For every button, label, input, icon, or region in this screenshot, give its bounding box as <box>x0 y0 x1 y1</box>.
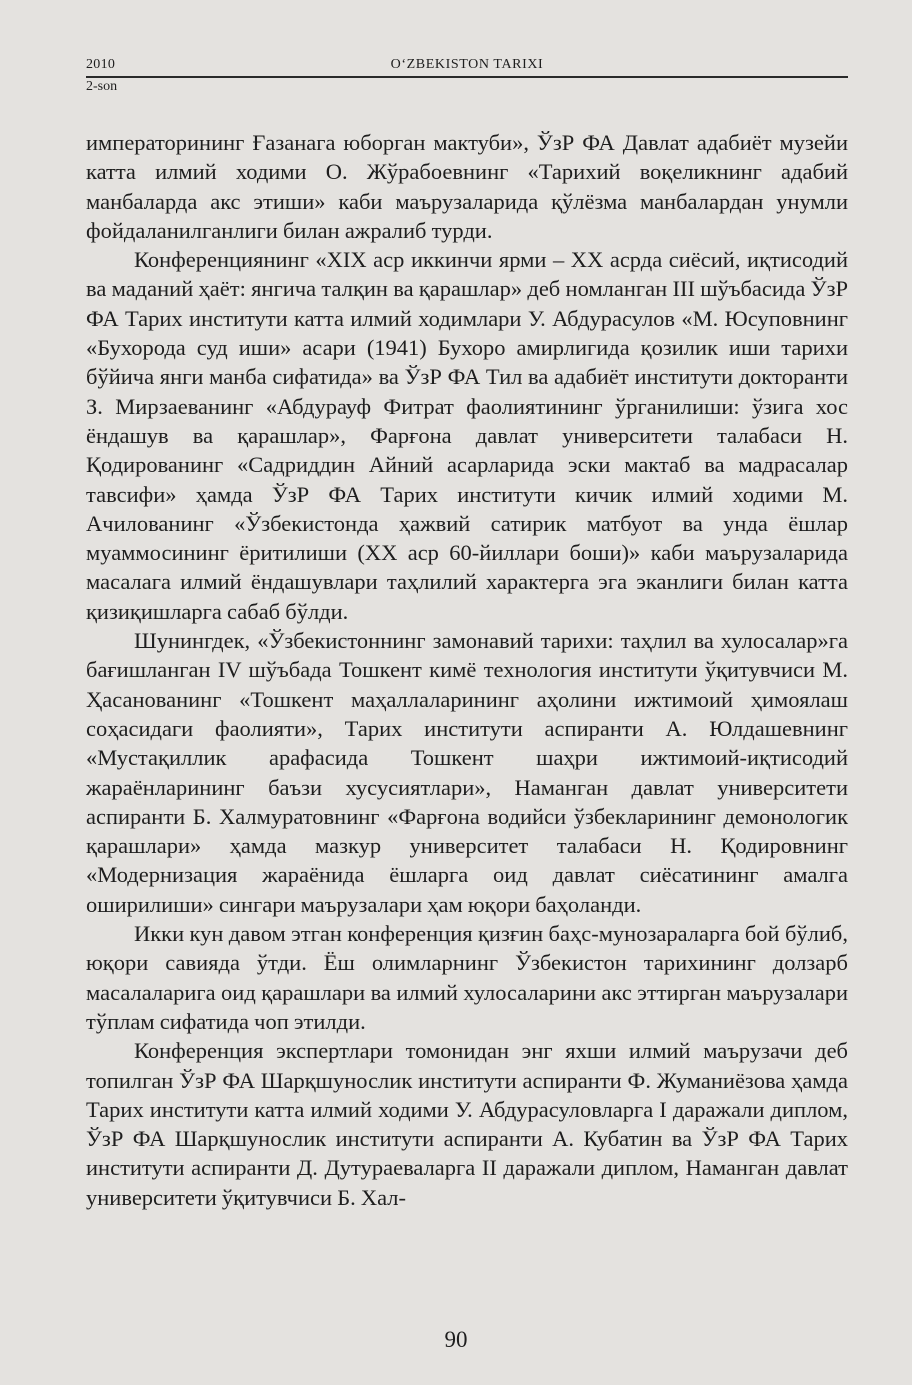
paragraph: Конференциянинг «XIX аср иккинчи ярми – XX асрда сиёсий, иқтисодий ва маданий ҳаёт: янгича талқин ва қарашлар» деб номланган III шўъбасида ЎзР ФА Тарих институти катта илмий ходимлари У. Абдурасулов «М. Юсуповнинг «Бухорода суд иши» асари (1941) Бухоро амирлигида қозилик иши тарихи бўйича янги манба сифатида» ва ЎзР ФА Тил ва адабиёт институти докторанти З. Мирзаеванинг «Абдурауф Фитрат фаолиятининг ўрганилиши: ўзига хос ёндашув ва қарашлар», Фарғона давлат университети талабаси Н. Қодированинг «Садриддин Айний асарларида эски мактаб ва мадрасалар тавсифи» ҳамда ЎзР ФА Тарих институти кичик илмий ходими М. Ачилованинг «Ўзбекистонда ҳажвий сатирик матбуот ва унда ёшлар муаммосининг ёритилиши (XX аср 60-йиллари боши)» каби маърузаларида масалага илмий ёндашувлари таҳлилий характерга эга эканлиги билан катта қизиқишларга сабаб бўлди. <box>86 247 848 624</box>
paragraph: Шунингдек, «Ўзбекистоннинг замонавий тарихи: таҳлил ва хулосалар»га бағишланган IV шўъбада Тошкент кимё технология институти ўқитувчиси М. Ҳасанованинг «Тошкент маҳаллаларининг аҳолини ижтимоий ҳимоялаш соҳасидаги фаолияти», Тарих институти аспиранти А. Юлдашевнинг «Мустақиллик арафасида Тошкент шаҳри ижтимоий-иқтисодий жараёнларининг баъзи хусусиятлари», Наманган давлат университети аспиранти Б. Халмуратовнинг «Фарғона водийси ўзбекларининг демонологик қарашлари» ҳамда мазкур университет талабаси Н. Қодировнинг «Модернизация жараёнида ёшларга оид давлат сиёсатининг амалга оширилиши» сингари маърузалари ҳам юқори баҳоланди. <box>86 628 848 917</box>
paragraph-continuation: императорининг Ғазанага юборган мактуби», ЎзР ФА Давлат адабиёт музейи катта илмий ходими О. Жўрабоевнинг «Тарихий воқеликнинг адабий манбаларда акс этиши» каби маърузаларида қўлёзма манбалардан унумли фойдаланилганлиги билан ажралиб турди. <box>86 130 848 243</box>
header-journal-title: O‘ZBEKISTON TARIXI <box>390 57 544 72</box>
header-issue: 2-son <box>86 79 118 94</box>
paragraph: Конференция экспертлари томонидан энг яхши илмий маърузачи деб топилган ЎзР ФА Шарқшунослик институти аспиранти Ф. Жуманиёзова ҳамда Тарих институти катта илмий ходими У. Абдурасуловларга I даражали диплом, ЎзР ФА Шарқшунослик институти аспиранти А. Кубатин ва ЎзР ФА Тарих институти аспиранти Д. Дутураеваларга II даражали диплом, Наманган давлат университети ўқитувчиси Б. Хал- <box>86 1038 848 1210</box>
header-divider <box>86 76 848 78</box>
paragraph: Икки кун давом этган конференция қизғин баҳс-мунозараларга бой бўлиб, юқори савияда ўтди. Ёш олимларнинг Ўзбекистон тарихининг долзарб масалаларига оид қарашлари ва илмий хулосаларини акс эттирган маърузалари тўплам сифатида чоп этилди. <box>86 921 848 1034</box>
running-header <box>86 57 848 97</box>
header-year: 2010 <box>86 57 116 72</box>
page-number: 90 <box>444 1327 468 1352</box>
article-body <box>86 128 848 1212</box>
